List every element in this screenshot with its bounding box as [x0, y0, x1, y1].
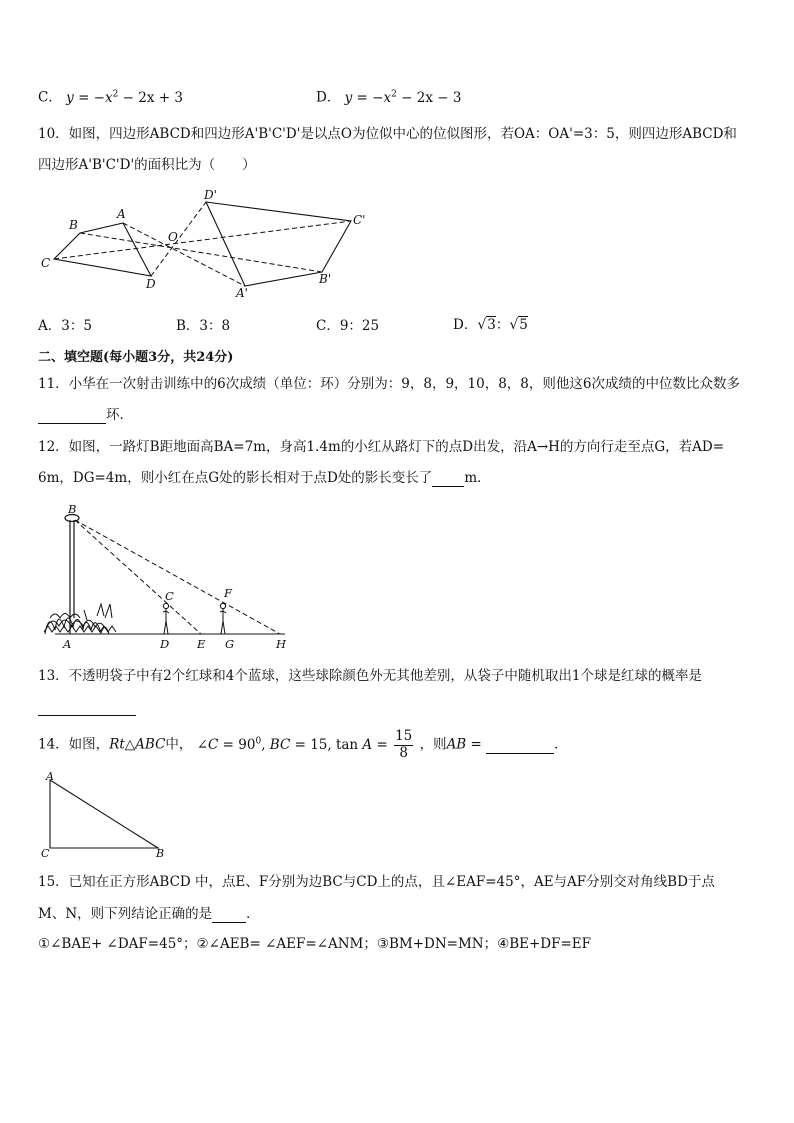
q12-bushes	[44, 604, 116, 634]
q10-option-b: B．3：8	[176, 318, 231, 334]
q14-tan-fraction: $\frac{15}{8}$	[395, 728, 413, 761]
q11-stem-line2: 环．	[38, 407, 133, 424]
q12-person-at-d	[163, 603, 169, 634]
q14-stem: 14．如图，Rt△ABC中， ∠C = $90^0$, BC = 15, tan A = $\frac{15}{8}$ ，则AB = ．	[38, 728, 568, 761]
q10-label-d: D	[146, 277, 156, 291]
q12-label-d: D	[160, 637, 170, 651]
q9-option-c-formula: $y = -x^2 - 2x + 3$	[66, 89, 183, 106]
q12-answer-blank[interactable]	[432, 470, 464, 487]
q12-stem-line2: 6m，DG=4m，则小红在点G处的影长相对于点D处的影长变长了 m．	[38, 470, 491, 486]
q10-ray-c	[54, 221, 351, 259]
q14-triangle-name: Rt△ABC	[109, 736, 166, 753]
q13-answer-blank-row	[38, 699, 136, 716]
q9-option-c-label: C．	[38, 89, 62, 106]
q13-answer-blank[interactable]	[38, 699, 136, 716]
q9-option-c	[38, 89, 183, 106]
q10-label-o: O	[168, 230, 178, 244]
q10-label-b-prime: B'	[319, 272, 332, 286]
q14-label-b: B	[156, 847, 165, 860]
q14-label-c: C	[41, 847, 50, 860]
q12-label-g: G	[225, 637, 235, 651]
section-fill-in-title: 二、填空题(每小题3分，共24分)	[38, 350, 234, 365]
q11-answer-blank[interactable]	[38, 407, 106, 424]
q12-label-f: F	[224, 586, 232, 600]
q12-label-c: C	[165, 589, 174, 603]
q12-label-h: H	[276, 637, 287, 651]
q10-figure	[30, 185, 380, 300]
q15-statements: ①∠BAE+ ∠DAF=45°；②∠AEB= ∠AEF=∠ANM；③BM+DN=MN；④BE+DF=EF	[38, 936, 592, 952]
q15-answer-blank[interactable]	[212, 906, 246, 923]
q14-label-a: A	[46, 770, 54, 783]
q12-label-b: B	[68, 502, 77, 516]
q12-figure	[35, 500, 295, 652]
q10-ray-b	[80, 233, 322, 272]
q9-option-d	[316, 89, 461, 106]
q9-option-d-formula: $y = -x^2 - 2x - 3$	[344, 89, 462, 106]
q13-stem-line1: 13．不透明袋子中有2个红球和4个蓝球，这些球除颜色外无其他差别，从袋子中随机取出1个球是红球的概率是	[38, 668, 702, 684]
q15-stem-line2: M、N，则下列结论正确的是 ．	[38, 906, 260, 922]
q10-label-a-prime: A'	[236, 286, 248, 300]
q12-person-at-g	[220, 603, 226, 634]
q14-figure	[38, 768, 178, 860]
q10-label-c: C	[41, 256, 51, 270]
q11-stem-line1: 11．小华在一次射击训练中的6次成绩（单位：环）分别为：9，8，9，10，8，8，则他这6次成绩的中位数比众数多	[38, 376, 740, 392]
q10-option-c: C．9：25	[316, 318, 380, 334]
q14-answer-blank[interactable]	[486, 737, 554, 754]
q12-label-e: E	[197, 637, 206, 651]
q10-ray-d	[151, 202, 206, 276]
q10-label-b: B	[69, 218, 78, 232]
q10-option-d: D．√3：√5	[453, 317, 528, 333]
q12-label-a: A	[63, 637, 72, 651]
q10-option-a: A．3：5	[38, 318, 92, 334]
q10-ray-a	[123, 223, 245, 286]
q12-ray-to-e	[75, 520, 201, 634]
q10-label-c-prime: C'	[353, 213, 366, 227]
q12-stem-line1: 12．如图，一路灯B距地面高BA=7m，身高1.4m的小红从路灯下的点D出发，沿A→H的方向行走至点G，若AD=	[38, 439, 725, 455]
q10-label-a: A	[117, 207, 126, 221]
q9-option-d-label: D．	[316, 89, 341, 106]
q10-label-d-prime: D'	[204, 188, 217, 202]
q15-stem-line1: 15．已知在正方形ABCD 中，点E、F分别为边BC与CD上的点，且∠EAF=45°，AE与AF分别交对角线BD于点	[38, 874, 715, 890]
q10-stem-line1: 10．如图，四边形ABCD和四边形A'B'C'D'是以点O为位似中心的位似图形，若OA：OA'=3：5，则四边形ABCD和	[38, 126, 737, 142]
q14-given: ∠C = $90^0$, BC = 15, tan A =	[196, 736, 388, 753]
q10-stem-line2: 四边形A'B'C'D'的面积比为（ ）	[38, 157, 256, 173]
q14-right-triangle	[50, 780, 158, 848]
